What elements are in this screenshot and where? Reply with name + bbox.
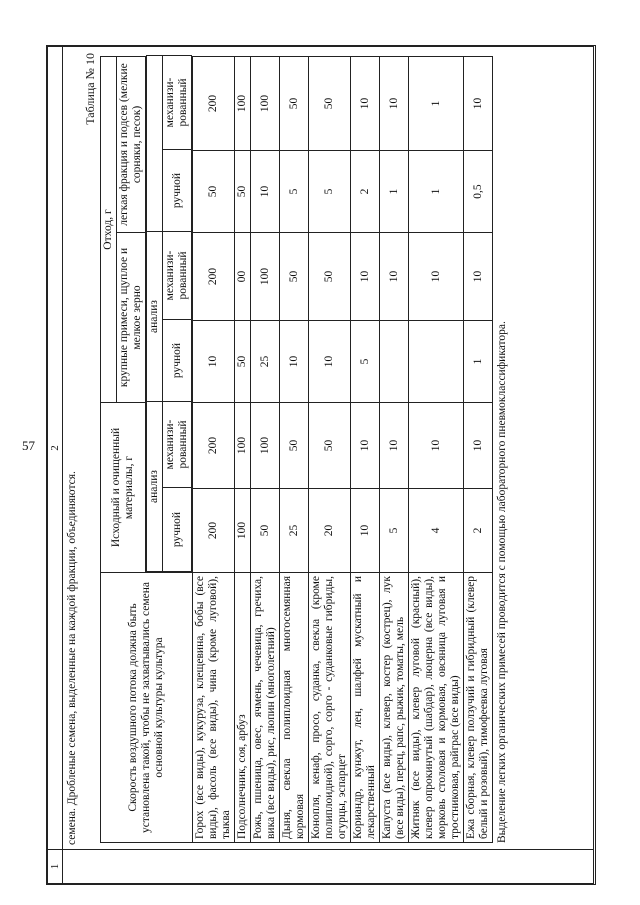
value-cell: 10: [351, 233, 380, 321]
value-cell: 50: [309, 56, 351, 150]
crop-header: Скорость воздушного потока должна быть установлена такой, чтобы не захватывались семена основной культуры культура: [101, 573, 193, 843]
analysis-header: [146, 56, 193, 572]
seed-table: [100, 56, 493, 843]
mechanized-header: механизи-рованный: [163, 402, 192, 488]
crop-cell: Конопля, кенаф, просо, суданка, свекла (кроме полиплоидной), сорго, сорго - суданковые гибриды, огурцы, эспарцет: [309, 573, 351, 843]
value-cell: 20: [309, 489, 351, 573]
value-cell: 200: [193, 233, 235, 321]
value-cell: 2: [464, 489, 493, 573]
waste-header: Отход, г: [101, 56, 117, 402]
value-cell: 10: [380, 403, 409, 489]
value-cell: 50: [251, 489, 280, 573]
coarse-fraction-header: крупные примеси, щуплое и мелкое зерно: [117, 233, 146, 403]
crop-cell: Кориандр, кунжут, лен, шалфей мускатный и лекарственный: [351, 573, 380, 843]
value-cell: 1: [464, 321, 493, 403]
value-cell: 50: [280, 403, 309, 489]
manual-header: ручной: [163, 320, 192, 402]
mechanized-header: механизи-рованный: [163, 56, 192, 150]
table-row: [409, 56, 464, 842]
value-cell: 10: [351, 403, 380, 489]
crop-cell: Горох (все виды), кукуруза, клещевина, бобы (все виды), фасоль (все виды), чина (кроме луговой), тыква: [193, 573, 235, 843]
value-cell: 2: [351, 151, 380, 233]
value-cell: 100: [251, 233, 280, 321]
value-cell: 5: [351, 321, 380, 403]
value-cell: 100: [235, 56, 251, 150]
value-cell: 200: [193, 403, 235, 489]
value-cell: 5: [309, 151, 351, 233]
intro-text: семена. Дробленые семена, выделенные на каждой фракции, объединяются.: [66, 471, 78, 845]
value-cell: 50: [309, 233, 351, 321]
value-cell: 10: [409, 403, 464, 489]
value-cell: 50: [235, 321, 251, 403]
footnote: Выделение легких органических примесей проводится с помощью лабораторного пневмоклассификатора.: [496, 321, 508, 843]
value-cell: 100: [251, 56, 280, 150]
column-number-1: 1: [48, 850, 63, 884]
value-cell: 200: [193, 489, 235, 573]
page-number: 57: [22, 438, 35, 453]
table-row: [464, 56, 493, 842]
value-cell: 0,5: [464, 151, 493, 233]
page-frame: [46, 45, 596, 885]
table-row: [351, 56, 380, 842]
value-cell: 1: [409, 56, 464, 150]
mechanized-header: механизи-рованный: [163, 232, 192, 320]
value-cell: [409, 321, 464, 403]
value-cell: 10: [409, 233, 464, 321]
value-cell: 100: [251, 403, 280, 489]
table-label: Таблица № 10: [83, 53, 97, 125]
value-cell: 100: [235, 489, 251, 573]
value-cell: 4: [409, 489, 464, 573]
value-cell: 1: [380, 151, 409, 233]
value-cell: 50: [280, 56, 309, 150]
light-fraction-header: легкая фракция и подсев (мелкие сорняки, песок): [117, 56, 146, 232]
value-cell: 10: [380, 233, 409, 321]
table-row: [280, 56, 309, 842]
analysis-label-coarse: анализ: [147, 232, 163, 402]
outer-table: [47, 46, 594, 884]
value-cell: 10: [193, 321, 235, 403]
table-row: [193, 56, 235, 842]
value-cell: 10: [464, 233, 493, 321]
left-column: [63, 850, 594, 884]
crop-cell: Капуста (все виды), клевер, костер (кострец), лук (все виды), перец, рапс, рыжик, томаты, мель: [380, 573, 409, 843]
manual-header: ручной: [163, 488, 192, 572]
value-cell: 10: [280, 321, 309, 403]
column-number-2: 2: [48, 47, 63, 850]
value-cell: 1: [409, 151, 464, 233]
crop-cell: Ежа сборная, клевер ползучий и гибридный (клевер белый и розовый), тимофеевка луговая: [464, 573, 493, 843]
value-cell: 50: [280, 233, 309, 321]
value-cell: [380, 321, 409, 403]
value-cell: 50: [235, 151, 251, 233]
value-cell: 10: [351, 489, 380, 573]
table-row: [235, 56, 251, 842]
value-cell: 25: [251, 321, 280, 403]
rotated-page: [46, 45, 640, 885]
value-cell: 200: [193, 56, 235, 150]
value-cell: 10: [309, 321, 351, 403]
value-cell: 10: [464, 403, 493, 489]
analysis-spacer: [147, 56, 163, 232]
value-cell: 50: [193, 151, 235, 233]
crop-cell: Дыня, свекла полиплоидная многосемянная кормовая: [280, 573, 309, 843]
value-cell: 100: [235, 403, 251, 489]
initial-material-header: Исходный и очищенный материалы, г: [101, 403, 146, 573]
value-cell: 10: [351, 56, 380, 150]
value-cell: 5: [280, 151, 309, 233]
crop-cell: Житняк (все виды), клевер луговой (красный), клевер опрокинутый (шабдар), люцерна (все виды), морковь столовая и кормовая, овсяница луговая и тростниковая, райграс (все виды): [409, 573, 464, 843]
crop-cell: Рожь, пшеница, овес, ячмень, чечевица, гречиха, вика (все виды), рис, люпин (многолетний): [251, 573, 280, 843]
value-cell: 5: [380, 489, 409, 573]
content-column: [63, 47, 594, 850]
manual-header: ручной: [163, 150, 192, 232]
value-cell: 10: [464, 56, 493, 150]
value-cell: 25: [280, 489, 309, 573]
crop-cell: Подсолнечник, соя, арбуз: [235, 573, 251, 843]
value-cell: 10: [380, 56, 409, 150]
value-cell: 00: [235, 233, 251, 321]
value-cell: 50: [309, 403, 351, 489]
table-row: [309, 56, 351, 842]
value-cell: 10: [251, 151, 280, 233]
analysis-label-initial: анализ: [147, 402, 163, 572]
table-row: [251, 56, 280, 842]
table-row: [380, 56, 409, 842]
